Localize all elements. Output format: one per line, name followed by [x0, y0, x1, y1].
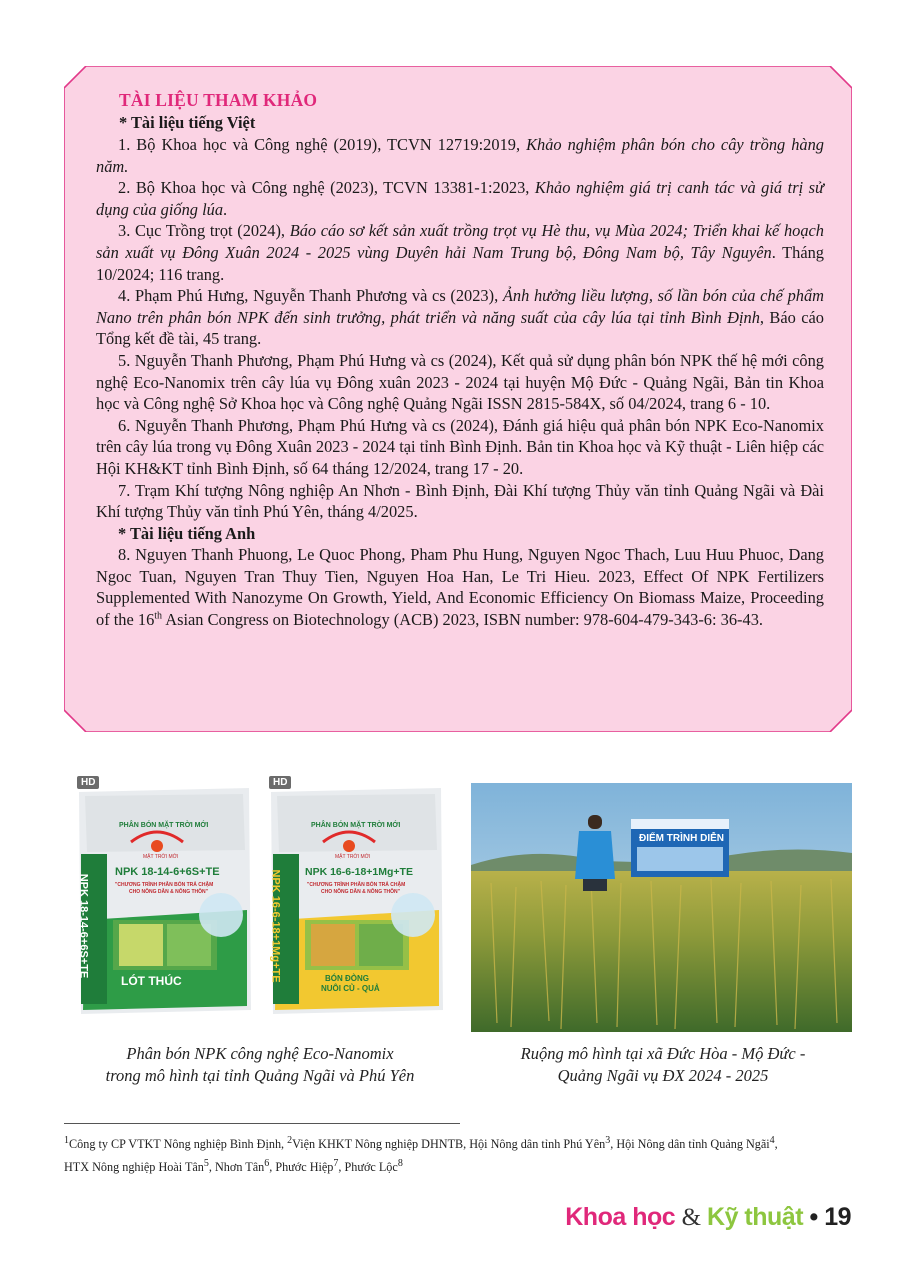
reference-text: 8. Nguyen Thanh Phuong, Le Quoc Phong, Pham Phu Hung, Nguyen Ngoc Thach, Luu Huu Phuoc, Dang Ngoc Tuan, Nguyen Tran Thuy Tien, Nguyen Hoa Han, Le Tri Hieu. 2023, Effect Of NPK Fertilizers Supplemented With Nanozyme On Growth, Yield, And Economic Efficiency On Biomass Maize, Proceeding of the 16 — [96, 545, 824, 630]
footnote-marker: 6 — [264, 1157, 270, 1169]
bag2-slogan-1: "CHƯƠNG TRÌNH PHÂN BÓN TRẢ CHẬM — [307, 882, 406, 888]
footnote-marker: 5 — [203, 1157, 209, 1169]
reference-text: . — [223, 199, 228, 219]
references-content — [119, 90, 819, 133]
ordinal-superscript: th — [154, 610, 163, 622]
footnote-line-2 — [64, 1156, 864, 1179]
viet-references-heading: * Tài liệu tiếng Việt — [119, 112, 256, 132]
reference-item — [96, 415, 824, 480]
bag1-side-label: NPK 18-14-6+6S+TE — [77, 873, 90, 979]
hd-badge: HD — [269, 776, 291, 789]
reference-item — [96, 177, 824, 220]
fertilizer-bag-photo-2 — [263, 770, 449, 1032]
reference-text: , Báo cáo Tổng kết đề tài, 45 trang. — [96, 307, 824, 349]
caption-left-line-1: Phân bón NPK công nghệ Eco-Nanomix — [126, 1044, 394, 1063]
footnote-marker: 4 — [769, 1134, 775, 1146]
caption-right-line-1: Ruộng mô hình tại xã Đức Hòa - Mộ Đức - — [520, 1044, 806, 1063]
reference-title-italic: Ảnh hưởng liều lượng, số lần bón của chế phẩm Nano trên phân bón NPK đến sinh trưởng, phát triển và năng suất của cây lúa tại tỉnh Bình Định — [96, 286, 824, 327]
reference-item — [96, 480, 824, 523]
caption-left — [80, 1043, 440, 1087]
caption-left-line-2: trong mô hình tại tỉnh Quảng Ngãi và Phú Yên — [105, 1066, 415, 1085]
reference-text: 3. Cục Trồng trọt (2024), — [118, 221, 290, 241]
reference-text: 5. Nguyễn Thanh Phương, Phạm Phú Hưng và cs (2024), Kết quả sử dụng phân bón NPK thế hệ mới công nghệ Eco-Nanomix trên cây lúa vụ Đông xuân 2023 - 2024 tại huyện Mộ Đức - Quảng Ngãi, Bản tin Khoa học và Công nghệ Sở Khoa học và Công nghệ Quảng Ngãi ISSN 2815-584X, số 04/2024, trang 6 - 10. — [96, 350, 824, 414]
brand-part-1: Khoa học — [565, 1203, 676, 1231]
footnote-marker: 3 — [605, 1134, 611, 1146]
rice-field-photo — [471, 783, 852, 1032]
hd-badge: HD — [77, 776, 99, 789]
footnote-divider — [64, 1123, 460, 1124]
bag1-slogan-2: CHO NÔNG DÂN & NÔNG THÔN" — [129, 889, 209, 895]
reference-text: 7. Trạm Khí tượng Nông nghiệp An Nhơn - Bình Định, Đài Khí tượng Thủy văn tỉnh Quảng Ngãi và Đài Khí tượng Thủy văn tỉnh Phú Yên, tháng 4/2025. — [96, 480, 824, 522]
footnote-marker: 7 — [333, 1157, 339, 1169]
reference-item — [96, 350, 824, 415]
references-title: TÀI LIỆU THAM KHẢO — [119, 90, 318, 110]
footnote-text: , Nhơn Tân — [208, 1160, 265, 1174]
footnote-text: , Phước Hiệp — [269, 1160, 334, 1174]
footnote-text: Công ty CP VTKT Nông nghiệp Bình Định, — [69, 1137, 288, 1151]
reference-item — [96, 544, 824, 630]
reference-item — [96, 134, 824, 177]
footnote-text: , Hội Nông dân tỉnh Quảng Ngãi — [610, 1137, 770, 1151]
english-references-heading: * Tài liệu tiếng Anh — [118, 523, 256, 543]
caption-right — [480, 1043, 846, 1087]
reference-text: 6. Nguyễn Thanh Phương, Phạm Phú Hưng và cs (2024), Đánh giá hiệu quả phân bón NPK Eco-Nanomix trên cây lúa trong vụ Đông Xuân 2023 - 2024 tại tỉnh Bình Định. Bản tin Khoa học và Kỹ thuật - Liên hiệp các Hội KH&KT tỉnh Bình Định, số 64 tháng 12/2024, trang 17 - 20. — [96, 415, 824, 478]
bag2-brand: PHÂN BÓN MẶT TRỜI MỚI — [311, 822, 401, 829]
reference-text: 1. Bộ Khoa học và Công nghệ (2019), TCVN 12719:2019, — [118, 135, 527, 154]
bag2-use-label-1: BÓN ĐÒNG — [325, 974, 369, 983]
bag1-use-label: LÓT THÚC — [121, 974, 182, 988]
reference-text: 2. Bộ Khoa học và Công nghệ (2023), TCVN 13381-1:2023, — [118, 178, 535, 198]
footnote-text: Viện KHKT Nông nghiệp DHNTB, Hội Nông dân tỉnh Phú Yên — [292, 1137, 606, 1151]
reference-item — [96, 220, 824, 285]
bag2-side-label: NPK 16-6-18+1Mg+TE — [269, 869, 282, 983]
footnote-marker: 2 — [287, 1134, 293, 1146]
caption-right-line-2: Quảng Ngãi vụ ĐX 2024 - 2025 — [557, 1066, 769, 1085]
brand-part-2: Kỹ thuật — [707, 1203, 804, 1231]
bag1-slogan-1: "CHƯƠNG TRÌNH PHÂN BÓN TRẢ CHẬM — [115, 882, 214, 888]
reference-text: 4. Phạm Phú Hưng, Nguyễn Thanh Phương và cs (2023), — [118, 286, 503, 306]
reference-title-italic: Khảo nghiệm phân bón cho cây trồng hàng năm. — [96, 135, 824, 176]
reference-text: Asian Congress on Biotechnology (ACB) 2023, ISBN number: 978-604-479-343-6: 36-43. — [162, 610, 763, 630]
bag2-slogan-2: CHO NÔNG DÂN & NÔNG THÔN" — [321, 889, 401, 895]
footnote-marker: 1 — [64, 1134, 69, 1146]
footnote-marker: 8 — [397, 1157, 403, 1169]
brand-ampersand: & — [681, 1204, 701, 1231]
footnote — [64, 1133, 864, 1179]
reference-text: . Tháng 10/2024; 116 trang. — [96, 242, 824, 284]
footnote-text: HTX Nông nghiệp Hoài Tân — [64, 1160, 204, 1174]
bag1-logo: MẶT TRỜI MỚI — [143, 854, 179, 860]
bag2-use-label-2: NUÔI CỦ - QUẢ — [321, 984, 380, 993]
reference-title-italic: Khảo nghiệm giá trị canh tác và giá trị sử dụng của giống lúa — [96, 178, 824, 219]
brand-separator-dot: • — [809, 1203, 818, 1231]
field-banner-text: ĐIỂM TRÌNH DIỄN — [639, 833, 724, 844]
footnote-line-1 — [64, 1133, 864, 1156]
page-number: 19 — [824, 1203, 851, 1231]
magazine-brand — [565, 1203, 851, 1232]
fertilizer-bag-photo-1 — [71, 770, 257, 1032]
reference-item — [96, 285, 824, 350]
footnote-text: , Phước Lộc — [338, 1160, 398, 1174]
footnote-text: , — [774, 1137, 778, 1151]
reference-title-italic: Báo cáo sơ kết sản xuất trồng trọt vụ Hè thu, vụ Mùa 2024; Triển khai kế hoạch sản xuất vụ Đông Xuân 2024 - 2025 vùng Duyên hải Nam Trung bộ, Đông Nam bộ, Tây Nguyên — [96, 221, 824, 262]
reference-list — [96, 134, 824, 631]
bag1-formula: NPK 18-14-6+6S+TE — [115, 866, 220, 878]
bag2-formula: NPK 16-6-18+1Mg+TE — [305, 866, 413, 878]
bag2-logo: MẶT TRỜI MỚI — [335, 854, 371, 860]
bag1-brand: PHÂN BÓN MẶT TRỜI MỚI — [119, 822, 209, 829]
